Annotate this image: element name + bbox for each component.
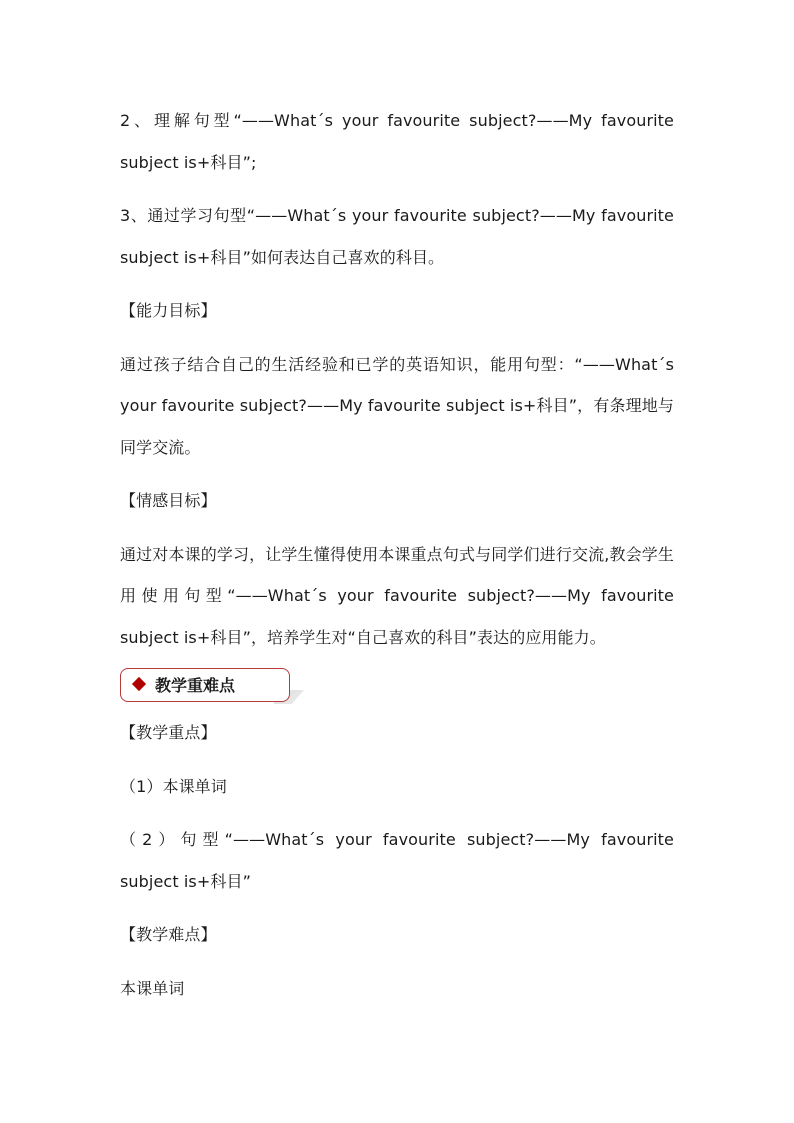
- emotion-goal-text: 通过对本课的学习，让学生懂得使用本课重点句式与同学们进行交流,教会学生用使用句型“——What´s your favourite subject?——My favourite subject is+科目”，培养学生对“自己喜欢的科目”表达的应用能力。: [120, 544, 674, 647]
- ability-goal-text: 通过孩子结合自己的生活经验和已学的英语知识，能用句型：“——What´s your favourite subject?——My favourite subject is+科目”，有条理地与同学交流。: [120, 354, 674, 457]
- difficult-point-1: 本课单词: [120, 978, 185, 998]
- key-points-heading: 【教学重点】: [120, 723, 217, 742]
- objective-item-3: 3、通过学习句型“——What´s your favourite subject?——My favourite subject is+科目”如何表达自己喜欢的科目。: [120, 206, 674, 267]
- section-heading-label: 教学重难点: [155, 676, 236, 695]
- key-point-1: （1）本课单词: [120, 776, 227, 796]
- emotion-goal-heading: 【情感目标】: [120, 491, 217, 510]
- objective-item-2: 2、理解句型“——What´s your favourite subject?——My favourite subject is+科目”;: [120, 111, 674, 172]
- section-heading-box: [120, 668, 292, 704]
- key-point-2: （2）句型“——What´s your favourite subject?——My favourite subject is+科目”: [120, 830, 674, 891]
- difficult-points-heading: 【教学难点】: [120, 925, 217, 944]
- ability-goal-heading: 【能力目标】: [120, 301, 217, 320]
- document-content: [120, 100, 674, 1021]
